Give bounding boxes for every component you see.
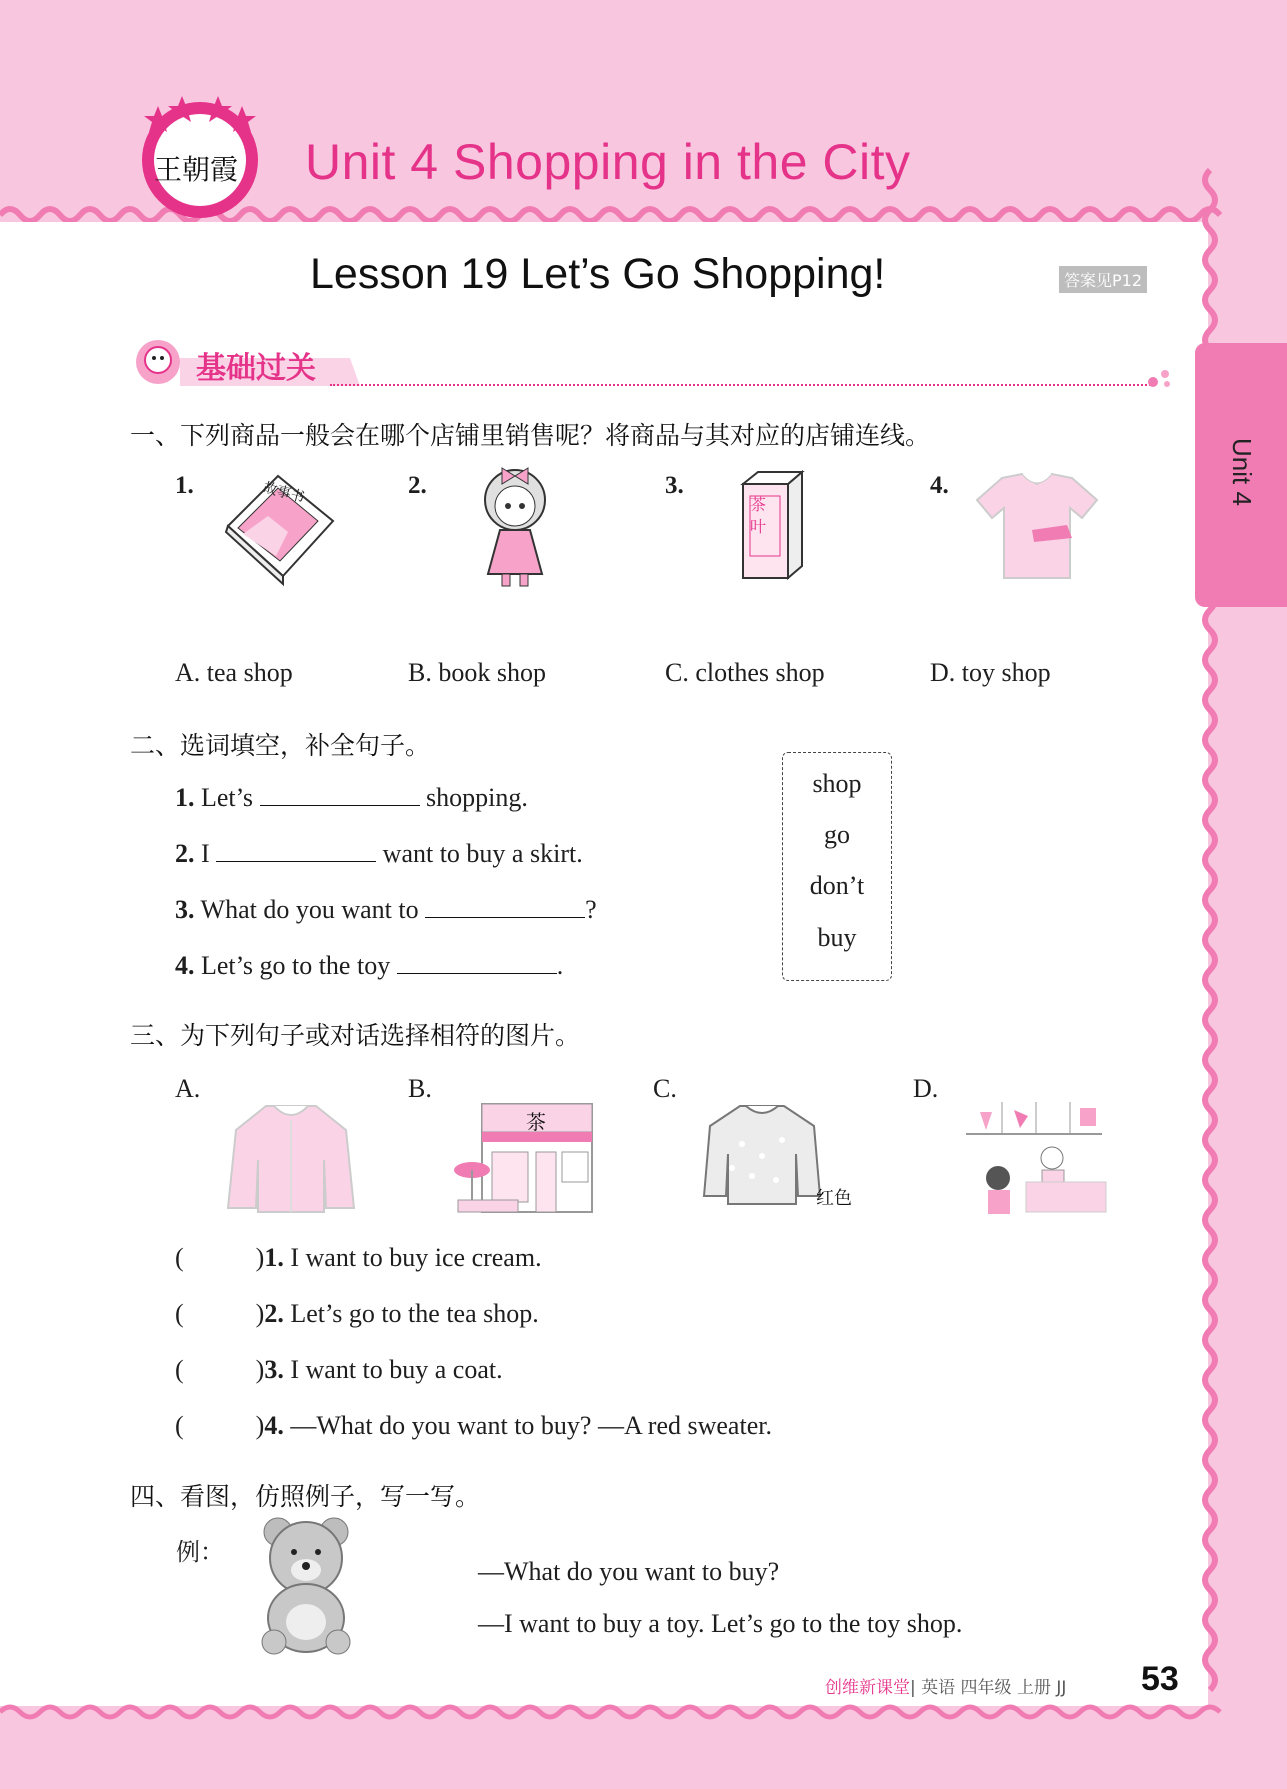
page-number: 53	[1141, 1660, 1179, 1698]
tea-shop-sign: 茶	[526, 1110, 546, 1134]
picture-label-a: A.	[175, 1074, 201, 1103]
q2-sentence-end: want to buy a skirt.	[382, 839, 583, 868]
example-answer: —I want to buy a toy. Let’s go to the toy shop.	[478, 1609, 963, 1638]
word-bank-word: go	[824, 820, 850, 849]
tea-shop-icon	[450, 1100, 600, 1219]
divider-dots-icon	[1145, 368, 1175, 388]
q3-item-text: Let’s go to the tea shop.	[290, 1299, 539, 1328]
q3-item-text: I want to buy a coat.	[290, 1355, 503, 1384]
answer-paren-open[interactable]: (	[175, 1299, 184, 1328]
answer-blank[interactable]	[260, 783, 420, 806]
lesson-title: Lesson 19 Let’s Go Shopping!	[310, 250, 886, 298]
section-divider	[330, 384, 1155, 386]
word-bank-word: buy	[817, 923, 857, 952]
answer-blank[interactable]	[397, 951, 557, 974]
question-3-heading: 三、为下列句子或对话选择相符的图片。	[130, 1021, 581, 1050]
q1-item-number: 4.	[930, 472, 949, 499]
q2-sentence	[175, 839, 583, 869]
word-bank-box	[782, 752, 892, 981]
q2-sentence-start: I	[201, 839, 210, 868]
shop-option-c: C. clothes shop	[665, 658, 825, 687]
q2-sentence-number: 2.	[175, 839, 195, 868]
sweater-color-label: 红色	[816, 1188, 852, 1209]
answer-blank[interactable]	[216, 839, 376, 862]
shop-option-b: B. book shop	[408, 658, 546, 687]
answer-blank[interactable]	[425, 895, 585, 918]
q2-sentence	[175, 783, 528, 813]
q3-item	[175, 1411, 772, 1441]
unit-title: Unit 4 Shopping in the City	[305, 134, 911, 190]
q3-item-number: 2.	[264, 1299, 284, 1328]
q1-item-number: 3.	[665, 472, 684, 499]
example-question: —What do you want to buy?	[478, 1557, 780, 1586]
ice-cream-shop-icon	[962, 1100, 1107, 1219]
q2-sentence	[175, 895, 597, 925]
brand-logo	[140, 92, 260, 222]
q3-item-number: 4.	[264, 1411, 284, 1440]
answer-paren-close: )	[255, 1355, 265, 1384]
q2-sentence	[175, 951, 563, 981]
q2-sentence-start: Let’s go to the toy	[201, 951, 391, 980]
q2-sentence-end: .	[556, 951, 564, 980]
q2-sentence-start: What do you want to	[200, 895, 419, 924]
q2-sentence-number: 1.	[175, 783, 195, 812]
teddy-bear-icon	[256, 1514, 356, 1663]
q3-item-text: —What do you want to buy? —A red sweater.	[290, 1411, 772, 1440]
footer-info	[825, 1673, 1066, 1698]
q1-item-number: 2.	[408, 472, 427, 499]
question-2-heading: 二、选词填空，补全句子。	[130, 731, 431, 760]
storybook-icon	[218, 466, 338, 590]
answer-paren-close: )	[255, 1243, 265, 1272]
storybook-title: 故事书	[261, 479, 307, 507]
answer-paren-close: )	[255, 1411, 265, 1440]
answer-paren-open[interactable]: (	[175, 1411, 184, 1440]
tea-box-label: 茶叶	[750, 495, 767, 536]
section-title: 基础过关	[196, 351, 316, 386]
word-bank-word: don’t	[809, 871, 865, 900]
q3-item-number: 1.	[264, 1243, 284, 1272]
q3-item-text: I want to buy ice cream.	[290, 1243, 542, 1272]
word-bank-word: shop	[812, 769, 862, 798]
side-tab-label: Unit 4	[1227, 438, 1257, 506]
answer-paren-open[interactable]: (	[175, 1355, 184, 1384]
picture-label-c: C.	[653, 1074, 677, 1103]
footer-brand: 创维新课堂	[825, 1678, 910, 1698]
picture-label-b: B.	[408, 1074, 432, 1103]
q3-item	[175, 1355, 503, 1385]
q1-item-number: 1.	[175, 472, 194, 499]
doll-icon	[470, 462, 560, 596]
example-label: 例：	[176, 1538, 224, 1566]
answer-paren-open[interactable]: (	[175, 1243, 184, 1272]
shop-option-d: D. toy shop	[930, 658, 1051, 687]
q2-sentence-start: Let’s	[201, 783, 253, 812]
q2-sentence-number: 4.	[175, 951, 195, 980]
q2-sentence-end: shopping.	[426, 783, 528, 812]
picture-label-d: D.	[913, 1074, 939, 1103]
question-4-heading: 四、看图，仿照例子，写一写。	[130, 1482, 481, 1511]
q3-item	[175, 1243, 542, 1273]
q3-item	[175, 1299, 539, 1329]
q2-sentence-number: 3.	[175, 895, 195, 924]
question-1-heading: 一、下列商品一般会在哪个店铺里销售呢？将商品与其对应的店铺连线。	[130, 421, 931, 450]
t-shirt-icon	[972, 470, 1102, 584]
bottom-wave-border	[0, 1700, 1287, 1730]
footer-book-info: | 英语 四年级 上册 JJ	[910, 1678, 1067, 1698]
logo-text: 王朝霞	[154, 153, 239, 186]
tea-box-icon	[738, 466, 808, 590]
sweater-icon	[702, 1100, 852, 1214]
coat-icon	[226, 1100, 356, 1219]
side-unit-tab	[1195, 343, 1287, 607]
answer-reference-badge: 答案见P12	[1059, 266, 1147, 293]
q2-sentence-end: ?	[585, 895, 597, 924]
shop-option-a: A. tea shop	[175, 658, 293, 687]
answer-paren-close: )	[255, 1299, 265, 1328]
q3-item-number: 3.	[264, 1355, 284, 1384]
